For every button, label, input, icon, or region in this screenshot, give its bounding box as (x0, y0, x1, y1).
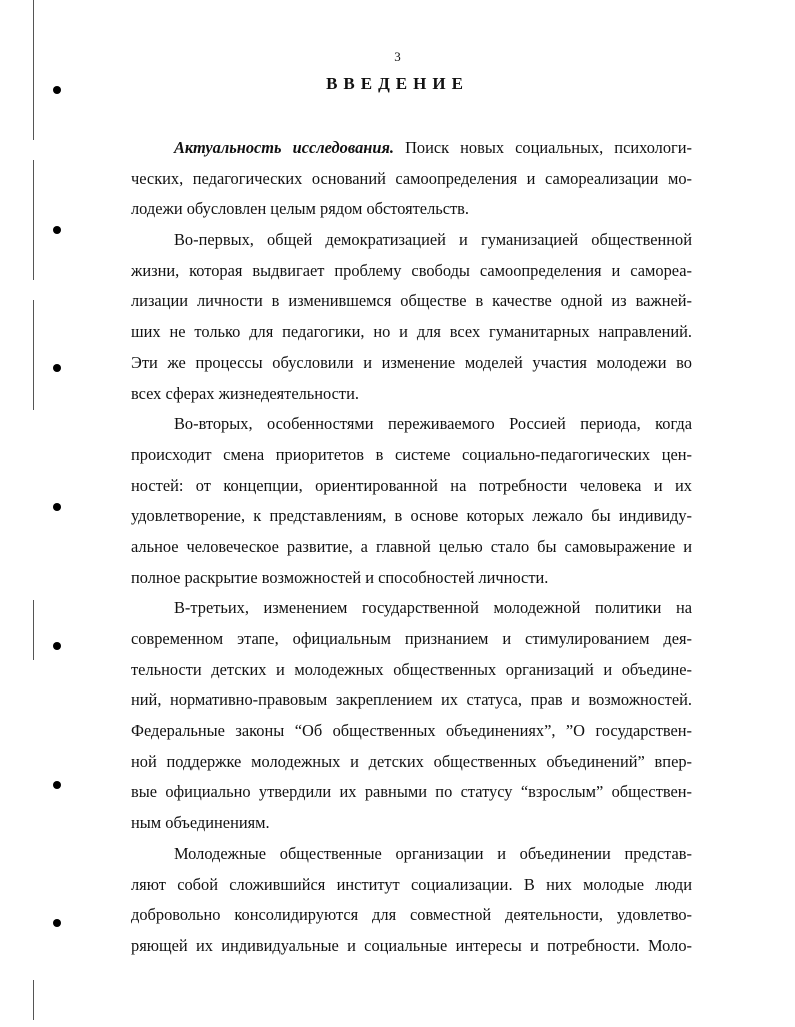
text-line: ряющей их индивидуальные и социальные интересы и потребности. Моло- (131, 935, 692, 955)
binding-hole-icon (53, 226, 61, 234)
text-line: происходит смена приоритетов в системе социально-педагогических цен- (131, 444, 692, 464)
text-line: вые официально утвердили их равными по статусу “взрослым” обществен- (131, 782, 692, 802)
scan-edge-mark (33, 160, 34, 280)
text-line: Эти же процессы обусловили и изменение моделей участия молодежи во (131, 352, 692, 372)
text-line: Во-вторых, особенностями переживаемого Россией периода, когда (174, 414, 692, 434)
text-line: жизни, которая выдвигает проблему свободы самоопределения и самореа- (131, 260, 692, 280)
page-number: 3 (394, 49, 401, 64)
scan-edge-mark (33, 0, 34, 140)
text-line: ностей: от концепции, ориентированной на потребности человека и их (131, 475, 692, 495)
text-line: тельности детских и молодежных общественных организаций и объедине- (131, 659, 692, 679)
text-line: альное человеческое развитие, а главной целью стало бы самовыражение и (131, 536, 692, 556)
text-line: лодежи обусловлен целым рядом обстоятельств. (131, 199, 469, 219)
binding-hole-icon (53, 642, 61, 650)
text-line: В-третьих, изменением государственной молодежной политики на (174, 598, 692, 618)
binding-hole-icon (53, 919, 61, 927)
binding-hole-icon (53, 364, 61, 372)
text-line: ным объединениям. (131, 813, 270, 833)
binding-hole-icon (53, 781, 61, 789)
scan-edge-mark (33, 300, 34, 410)
page-title: ВВЕДЕНИЕ (326, 74, 469, 93)
body-text (131, 133, 692, 962)
text-line: ческих, педагогических оснований самоопределения и самореализации мо- (131, 168, 692, 188)
lead-phrase: Актуальность исследования. (174, 138, 395, 157)
text-line: полное раскрытие возможностей и способностей личности. (131, 567, 549, 587)
text-line: удовлетворение, к представлениям, в основе которых лежало бы индивиду- (131, 506, 692, 526)
text-line: ний, нормативно-правовым закреплением их статуса, прав и возможностей. (131, 690, 692, 710)
scan-edge-mark (33, 600, 34, 660)
scan-edge-mark (33, 980, 34, 1020)
text-line: ляют собой сложившийся институт социализации. В них молодые люди (131, 874, 692, 894)
text-line: ной поддержке молодежных и детских общественных объединений” впер- (131, 751, 692, 771)
text-line: Федеральные законы “Об общественных объединениях”, ”О государствен- (131, 721, 692, 741)
text-line: Во-первых, общей демократизацией и гуманизацией общественной (174, 230, 692, 250)
text-line: ших не только для педагогики, но и для всех гуманитарных направлений. (131, 322, 692, 342)
binding-hole-icon (53, 503, 61, 511)
text-line: добровольно консолидируются для совместной деятельности, удовлетво- (131, 905, 692, 925)
text-line: всех сферах жизнедеятельности. (131, 383, 359, 403)
text-line: Актуальность исследования. Поиск новых социальных, психологи- (174, 138, 692, 157)
text-line: Молодежные общественные организации и объединении представ- (174, 843, 692, 863)
text-line: лизации личности в изменившемся обществе в качестве одной из важней- (131, 291, 692, 311)
text-line: современном этапе, официальным признанием и стимулированием дея- (131, 629, 692, 648)
